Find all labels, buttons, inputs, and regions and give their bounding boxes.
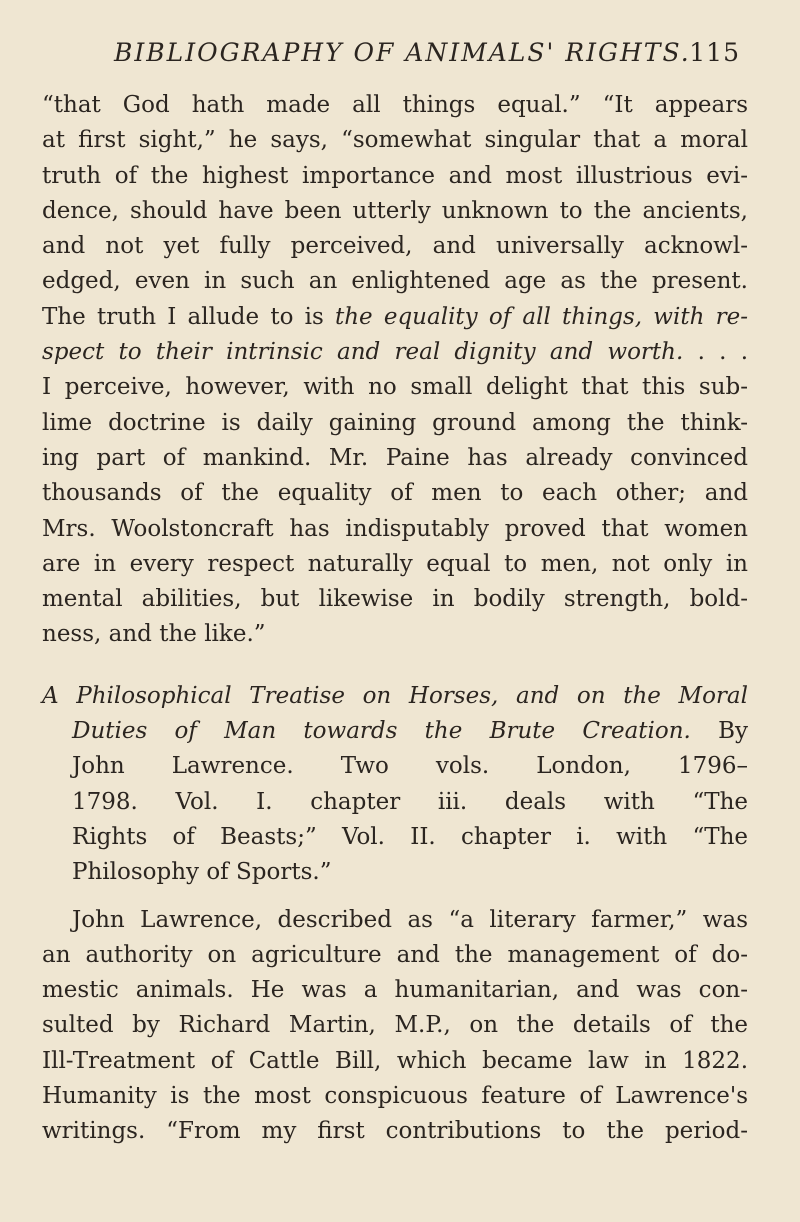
running-head — [42, 28, 748, 88]
entry-title: Duties of Man towards the Brute Creation. — [72, 718, 691, 745]
text-line: I perceive, however, with no small delight that this sub- — [42, 374, 748, 401]
text-line: at first sight,” he says, “somewhat singular that a moral — [42, 127, 748, 154]
text-line: sulted by Richard Martin, M.P., on the details of the — [42, 1012, 748, 1039]
text-fragment: The truth I allude to is — [42, 303, 324, 330]
text-line: John Lawrence. Two vols. London, 1796– — [72, 753, 748, 780]
text-fragment: By — [718, 718, 749, 745]
text-line: and not yet fully perceived, and universally acknowl- — [42, 233, 748, 260]
commentary-paragraph — [42, 903, 748, 1150]
bibliography-entry — [42, 679, 748, 891]
text-line: mestic animals. He was a humanitarian, and was con- — [42, 977, 748, 1004]
text-line: ing part of mankind. Mr. Paine has already convinced — [42, 444, 748, 471]
text-line: are in every respect naturally equal to men, not only in — [42, 550, 748, 577]
text-line: an authority on agriculture and the management of do- — [42, 941, 748, 968]
text-line: writings. “From my first contributions to the period- — [42, 1118, 748, 1145]
text-line: mental abilities, but likewise in bodily strength, bold- — [42, 586, 748, 613]
text-line: dence, should have been utterly unknown to the ancients, — [42, 197, 748, 224]
italic-phrase: the equality of all things, with re- — [334, 303, 748, 330]
text-line: Ill-Treatment of Cattle Bill, which became law in 1822. — [42, 1047, 748, 1074]
text-line: Humanity is the most conspicuous feature of Lawrence's — [42, 1083, 748, 1110]
text-line: Rights of Beasts;” Vol. II. chapter i. with “The — [72, 823, 748, 850]
text-line: ness, and the like.” — [42, 621, 266, 648]
body-text — [42, 88, 748, 1150]
entry-title-line — [42, 714, 748, 749]
text-line: Philosophy of Sports.” — [72, 859, 332, 886]
text-line: lime doctrine is daily gaining ground among the think- — [42, 409, 748, 436]
text-line: “that God hath made all things equal.” “It appears — [42, 92, 748, 118]
text-line: truth of the highest importance and most illustrious evi- — [42, 162, 748, 189]
running-head-title: BIBLIOGRAPHY OF ANIMALS' RIGHTS. — [114, 38, 691, 67]
quote-block — [42, 88, 748, 653]
text-line: thousands of the equality of men to each other; and — [42, 480, 748, 507]
text-line: Mrs. Woolstoncraft has indisputably proved that women — [42, 515, 748, 542]
entry-title: A Philosophical Treatise on Horses, and on the Moral — [42, 682, 748, 709]
page-number: 115 — [689, 38, 740, 67]
text-line: 1798. Vol. I. chapter iii. deals with “The — [72, 788, 748, 815]
text-line — [42, 300, 748, 335]
text-line: John Lawrence, described as “a literary farmer,” was — [72, 906, 748, 933]
italic-phrase: spect to their intrinsic and real dignity and worth. — [42, 339, 684, 366]
entry-title-line — [42, 679, 748, 714]
text-line — [42, 335, 748, 370]
text-line: edged, even in such an enlightened age as the present. — [42, 268, 748, 295]
ellipsis: . . . — [697, 339, 749, 366]
